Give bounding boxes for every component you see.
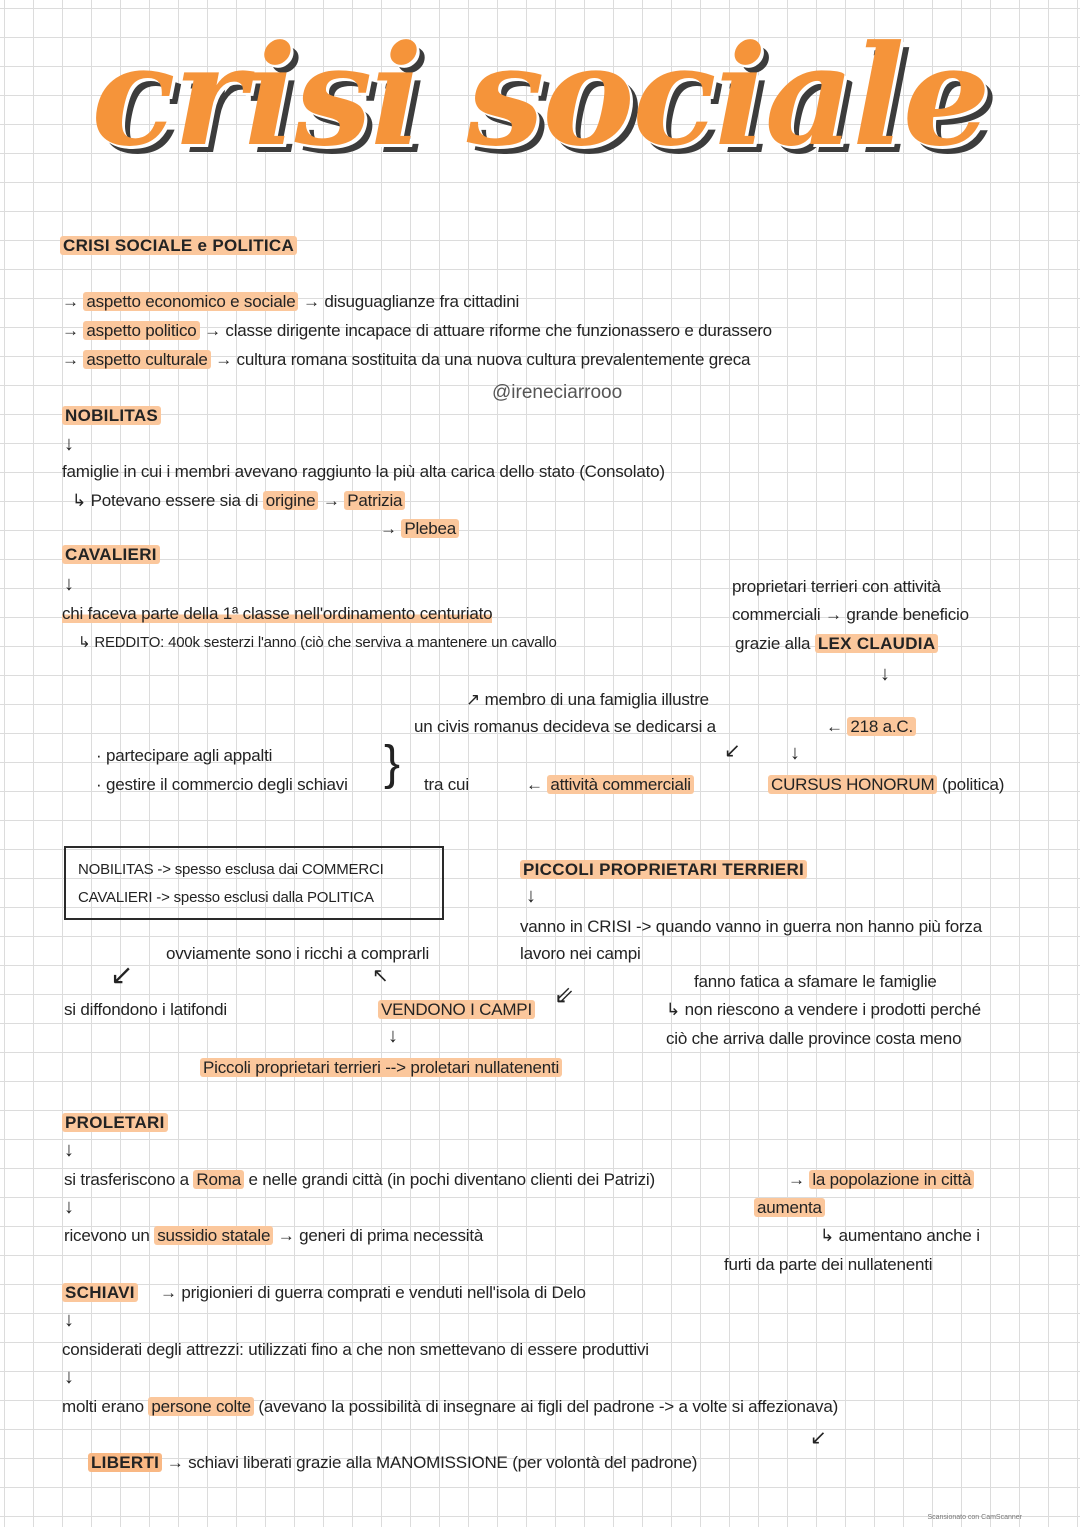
down-arrow-icon: ↓ xyxy=(526,885,536,907)
cavalieri-definition: chi faceva parte della 1ª classe nell'ordinamento centuriato xyxy=(62,604,493,623)
cavalieri-right-1: proprietari terrieri con attività xyxy=(732,577,941,596)
popolazione-note: → la popolazione in città xyxy=(788,1170,974,1190)
cavalieri-reddito: ↳ REDDITO: 400k sesterzi l'anno (ciò che serviva a mantenere un cavallo xyxy=(78,634,557,651)
aspect-row-political: → aspetto politico → classe dirigente incapace di attuare riforme che funzionassero e durassero xyxy=(62,321,772,340)
furti-note-1: ↳ aumentano anche i xyxy=(820,1226,980,1245)
nobilitas-origin: ↳ Potevano essere sia di origine → Patrizia xyxy=(72,491,405,511)
summary-box xyxy=(64,846,444,920)
cavalieri-right-2: commerciali → grande beneficio xyxy=(732,605,969,624)
hook-arrow-icon: ↳ xyxy=(72,491,91,510)
arrow-icon: → xyxy=(62,321,84,340)
scanner-footer: Scansionato con CamScanner xyxy=(927,1514,1022,1521)
down-arrow-icon: ↓ xyxy=(64,1309,74,1331)
attivita-commerciali: ← attività commerciali xyxy=(526,775,694,795)
cursus-honorum: CURSUS HONORUM (politica) xyxy=(768,775,1004,795)
nobilitas-origin-plebea: → Plebea xyxy=(380,519,459,539)
section-heading-cavalieri: CAVALIERI xyxy=(62,545,160,565)
latifondi: si diffondono i latifondi xyxy=(64,1000,227,1019)
bullet-schiavi: · gestire il commercio degli schiavi xyxy=(96,775,348,794)
section-heading-crisi: CRISI SOCIALE e POLITICA xyxy=(60,236,297,256)
section-heading-nobilitas: NOBILITAS xyxy=(62,406,161,426)
section-heading-piccoli: PICCOLI PROPRIETARI TERRIERI xyxy=(520,860,807,880)
civis-line: un civis romanus decideva se dedicarsi a xyxy=(414,717,716,736)
schiavi-definition: → prigionieri di guerra comprati e venduti nell'isola di Delo xyxy=(160,1283,586,1302)
summary-box-line-1: NOBILITAS -> spesso esclusa dai COMMERCI xyxy=(78,861,384,878)
aspect-row-cultural: → aspetto culturale → cultura romana sostituita da una nuova cultura prevalentemente greca xyxy=(62,350,751,369)
double-arrow-icon: ⇙ xyxy=(554,982,575,1009)
down-arrow-icon: ↓ xyxy=(64,573,74,595)
down-arrow-icon: ↓ xyxy=(64,1196,74,1218)
down-left-arrow-icon: ↙ xyxy=(724,740,741,762)
hook-arrow-icon: ↳ xyxy=(78,634,95,651)
down-arrow-icon: ↓ xyxy=(64,1139,74,1161)
proletari-line-2: ricevono un sussidio statale → generi di prima necessità xyxy=(64,1226,484,1245)
piccoli-crisi: vanno in CRISI -> quando vanno in guerra non hanno più forza xyxy=(520,917,982,936)
summary-box-line-2: CAVALIERI -> spesso esclusi dalla POLITICA xyxy=(78,889,374,906)
schiavi-colte: molti erano persone colte (avevano la possibilità di insegnare ai figli del padrone -> a volte si affezionava) xyxy=(62,1397,839,1416)
piccoli-lavoro: lavoro nei campi xyxy=(520,944,641,963)
down-arrow-icon: ↓ xyxy=(388,1025,398,1047)
curved-arrow-icon: ↙ xyxy=(110,959,134,990)
down-arrow-icon: ↓ xyxy=(64,433,74,455)
piccoli-reason-2: ↳ non riescono a vendere i prodotti perché xyxy=(666,1000,981,1019)
watermark-handle: @ireneciarrooo xyxy=(492,382,623,403)
piccoli-transition: Piccoli proprietari terrieri --> proletari nullatenenti xyxy=(200,1058,562,1078)
liberti-line: LIBERTI → schiavi liberati grazie alla MANOMISSIONE (per volontà del padrone) xyxy=(88,1453,697,1473)
cavalieri-right-3: grazie alla LEX CLAUDIA xyxy=(735,634,938,654)
arrow-icon: → xyxy=(62,350,84,369)
furti-note-2: furti da parte dei nullatenenti xyxy=(724,1255,933,1274)
arrow-icon: → xyxy=(62,292,84,311)
proletari-line-1: si trasferiscono a Roma e nelle grandi città (in pochi diventano clienti dei Patrizi) xyxy=(64,1170,655,1189)
aumenta-note: aumenta xyxy=(754,1198,825,1218)
piccoli-reason-3: ciò che arriva dalle province costa meno xyxy=(666,1029,962,1048)
nobilitas-definition: famiglie in cui i membri avevano raggiunto la più alta carica dello stato (Consolato) xyxy=(62,462,665,481)
down-arrow-icon: ↓ xyxy=(790,742,800,764)
section-heading-proletari: PROLETARI xyxy=(62,1113,168,1133)
tra-cui: tra cui xyxy=(424,775,469,794)
curved-arrow-icon: ↙ xyxy=(810,1427,827,1449)
page-title: crisi sociale xyxy=(91,14,989,177)
hook-arrow-icon: ↳ xyxy=(820,1226,839,1245)
section-heading-schiavi: SCHIAVI xyxy=(62,1283,138,1303)
vendono-campi: VENDONO I CAMPI xyxy=(378,1000,535,1020)
brace-icon: } xyxy=(384,737,400,790)
down-arrow-icon: ↓ xyxy=(64,1366,74,1388)
bullet-appalti: · partecipare agli appalti xyxy=(96,746,273,765)
schiavi-attrezzi: considerati degli attrezzi: utilizzati fino a che non smettevano di essere produttivi xyxy=(62,1340,649,1359)
aspect-row-economic: → aspetto economico e sociale → disuguaglianze fra cittadini xyxy=(62,292,520,311)
hook-arrow-icon: ↳ xyxy=(666,1000,685,1019)
ovviamente-note: ovviamente sono i ricchi a comprarli xyxy=(166,944,430,963)
year-note: ← 218 a.C. xyxy=(826,717,916,737)
piccoli-reason-1: fanno fatica a sfamare le famiglie xyxy=(694,972,937,991)
up-arrow-icon: ↖ xyxy=(372,965,389,987)
down-arrow-icon: ↓ xyxy=(880,663,890,685)
member-note: ↗ membro di una famiglia illustre xyxy=(466,690,709,709)
